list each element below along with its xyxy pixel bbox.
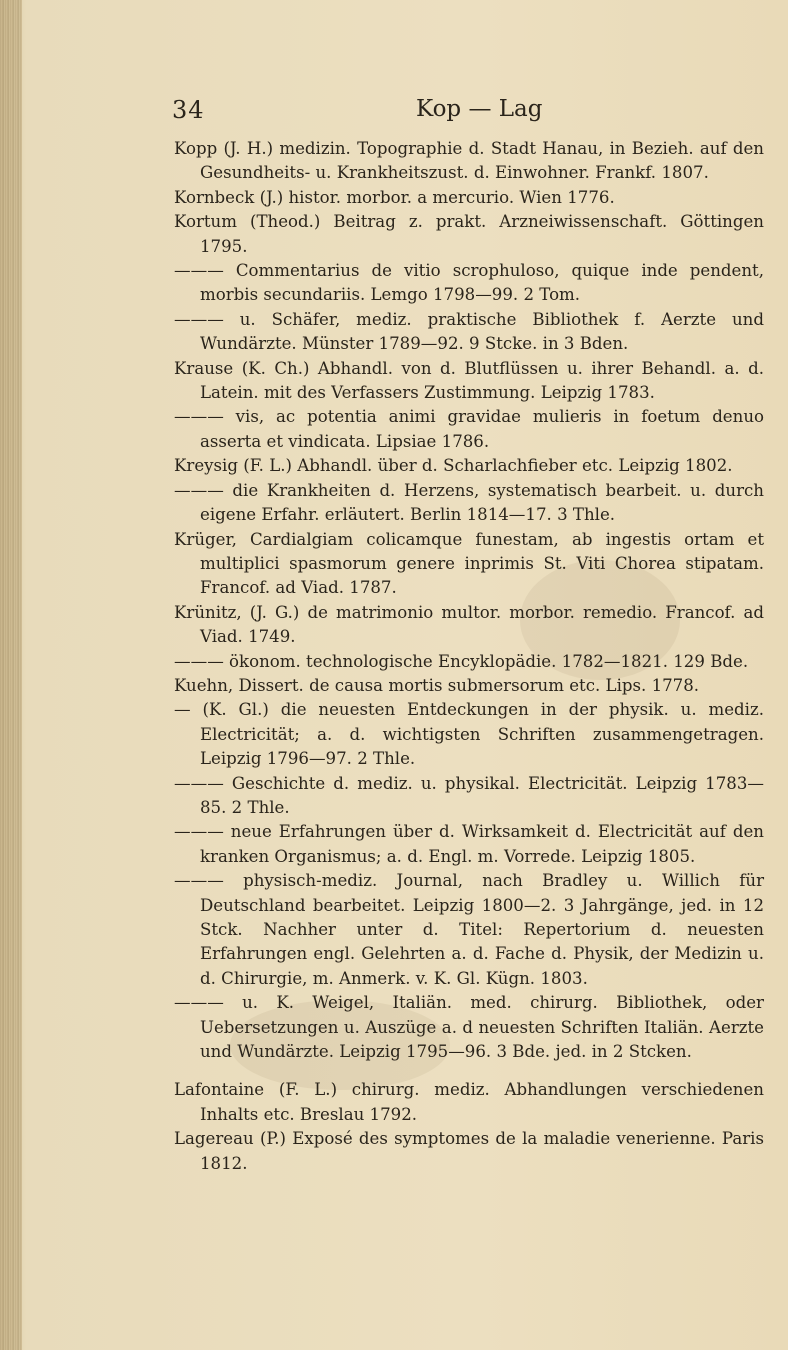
bibliography-entries (174, 137, 764, 1176)
bibliography-entry: Krause (K. Ch.) Abhandl. von d. Blutflüssen u. ihrer Behandl. a. d. Latein. mit des Verfassers Zustimmung. Leipzig 1783. (174, 358, 764, 403)
bibliography-entry: Kopp (J. H.) medizin. Topographie d. Stadt Hanau, in Bezieh. auf den Gesundheits- u. Krankheitszust. d. Einwohner. Frankf. 1807. (174, 139, 764, 183)
running-head: Kop — Lag (416, 96, 543, 122)
bibliography-entry: ——— vis, ac potentia animi gravidae mulieris in foetum denuo asserta et vindicata. Lipsiae 1786. (174, 407, 764, 451)
bibliography-entry: ——— u. Schäfer, mediz. praktische Bibliothek f. Aerzte und Wundärzte. Münster 1789—92. 9 Stcke. in 3 Bden. (174, 309, 764, 354)
bibliography-entry: Lagereau (P.) Exposé des symptomes de la maladie venerienne. Paris 1812. (174, 1129, 764, 1173)
bibliography-entry: Krünitz, (J. G.) de matrimonio multor. morbor. remedio. Francof. ad Viad. 1749. (174, 602, 764, 647)
bibliography-entry: Kuehn, Dissert. de causa mortis submersorum etc. Lips. 1778. (174, 675, 700, 695)
bibliography-entry: Kortum (Theod.) Beitrag z. prakt. Arzneiwissenschaft. Göttingen 1795. (174, 212, 764, 256)
bibliography-entry: Kreysig (F. L.) Abhandl. über d. Scharlachfieber etc. Leipzig 1802. (174, 456, 733, 476)
bibliography-entry: Lafontaine (F. L.) chirurg. mediz. Abhandlungen verschiedenen Inhalts etc. Breslau 1792. (174, 1080, 764, 1124)
page-binding-edge (0, 0, 22, 1350)
bibliography-entry: ——— u. K. Weigel, Italiän. med. chirurg. Bibliothek, oder Uebersetzungen u. Auszüge a. d neuesten Schriften Italiän. Aerzte und Wundärzte. Leipzig 1795—96. 3 Bde. jed. in 2 Stcken. (174, 993, 764, 1062)
bibliography-entry: ——— Commentarius de vitio scrophuloso, quique inde pendent, morbis secundariis. Lemgo 1798—99. 2 Tom. (174, 261, 764, 305)
bibliography-entry: ——— physisch-mediz. Journal, nach Bradley u. Willich für Deutschland bearbeitet. Leipzig 1800—2. 3 Jahrgänge, jed. in 12 Stck. Nachher unter d. Titel: Repertorium d. neuesten Erfahrungen engl. Gelehrten a. d. Fache d. Physik, der Medizin u. d. Chirurgie, m. Anmerk. v. K. Gl. Kügn. 1803. (174, 871, 764, 988)
bibliography-entry: — (K. Gl.) die neuesten Entdeckungen in der physik. u. mediz. Electricität; a. d. wichtigsten Schriften zusammengetragen. Leipzig 1796—97. 2 Thle. (174, 700, 764, 769)
page-header (172, 96, 762, 130)
bibliography-entry: ——— Geschichte d. mediz. u. physikal. Electricität. Leipzig 1783—85. 2 Thle. (174, 773, 764, 817)
bibliography-entry: ——— ökonom. technologische Encyklopädie. 1782—1821. 129 Bde. (174, 651, 749, 671)
bibliography-entry: Krüger, Cardialgiam colicamque funestam, ab ingestis ortam et multiplici spasmorum genere inprimis St. Viti Chorea stipatam. Francof. ad Viad. 1787. (174, 529, 764, 598)
page-number: 34 (172, 96, 205, 124)
bibliography-entry: Kornbeck (J.) histor. morbor. a mercurio. Wien 1776. (174, 187, 615, 207)
bibliography-entry: ——— die Krankheiten d. Herzens, systematisch bearbeit. u. durch eigene Erfahr. erläutert. Berlin 1814—17. 3 Thle. (174, 480, 764, 525)
bibliography-entry: ——— neue Erfahrungen über d. Wirksamkeit d. Electricität auf den kranken Organismus; a. d. Engl. m. Vorrede. Leipzig 1805. (174, 822, 764, 866)
